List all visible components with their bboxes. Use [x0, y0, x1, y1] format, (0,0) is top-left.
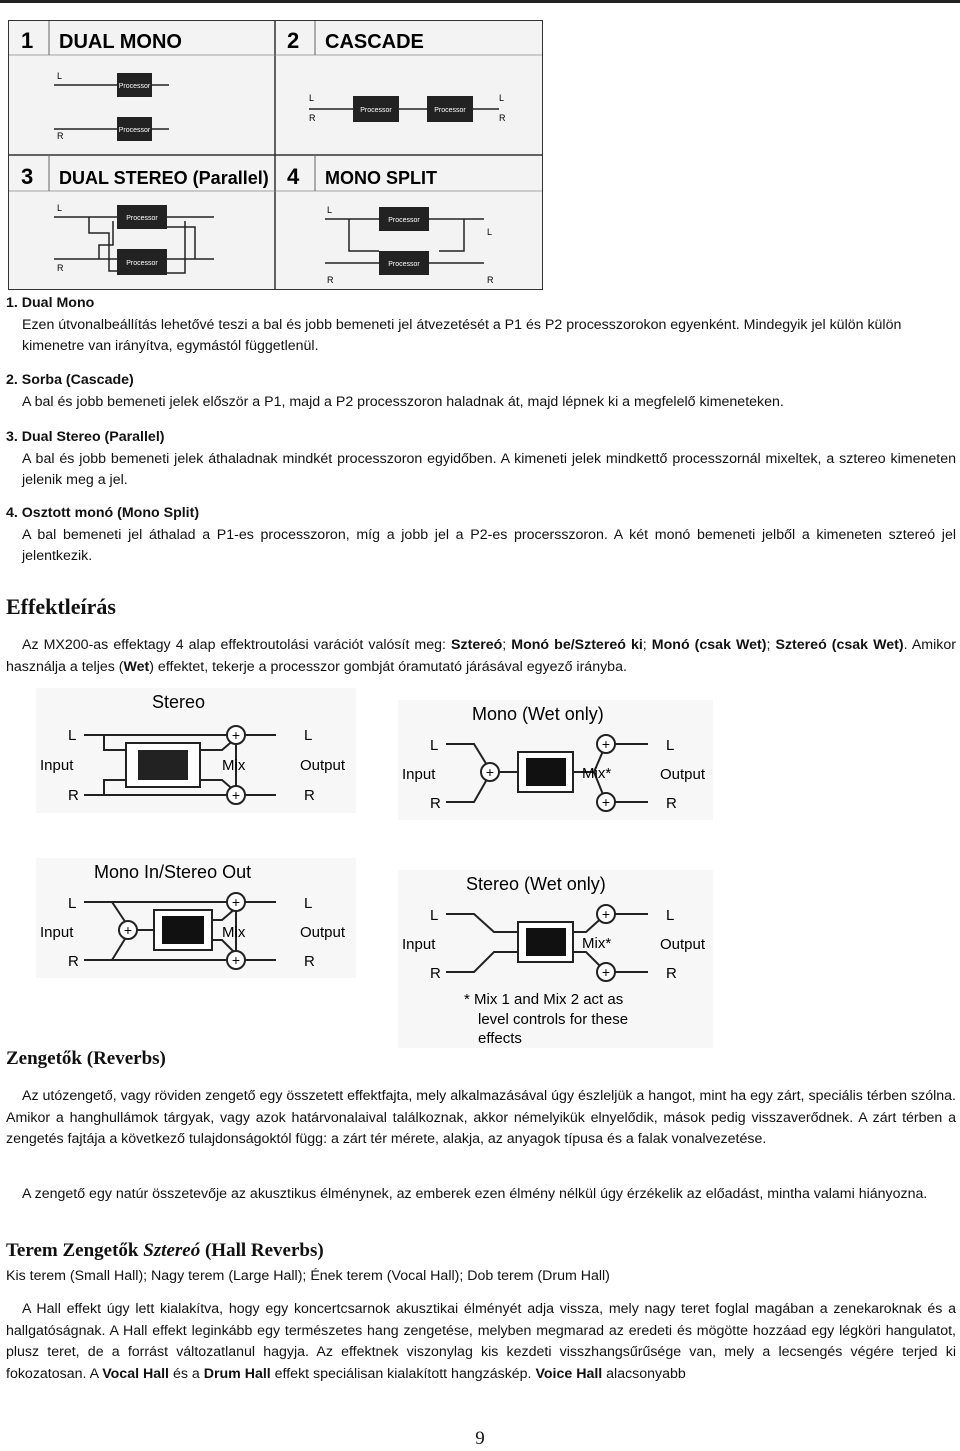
- input-label: Input: [402, 936, 436, 953]
- label-left: L: [666, 907, 675, 924]
- mono-wet-diagram: [398, 700, 713, 820]
- svg-text:+: +: [485, 764, 495, 780]
- routing-title-3: DUAL STEREO (Parallel): [59, 168, 269, 188]
- input-label: Input: [402, 766, 436, 783]
- label-right: R: [487, 275, 494, 285]
- processor-block: [526, 758, 566, 786]
- mode-text: A bal és jobb bemeneti jelek először a P1, majd a P2 processzoron haladnak át, majd lépnek ki a megfelelő kimeneteken.: [22, 393, 784, 410]
- label-left: L: [487, 227, 493, 237]
- label-left: L: [304, 895, 313, 912]
- processor-label: Processor: [126, 260, 158, 267]
- hall-heading: Terem Zengetők Sztereó (Hall Reverbs): [6, 1240, 324, 1261]
- label-right: R: [68, 787, 79, 804]
- routing-diagram: [9, 21, 542, 289]
- mode-text: A bal és jobb bemeneti jelek áthaladnak mindkét processzoron egyidőben. A kimeneti jelek mindkettő processzornál mixeltek, a sztereo kimeneten jelenik meg a jel.: [22, 450, 956, 488]
- label-right: R: [304, 787, 315, 804]
- reverbs-heading: Zengetők (Reverbs): [6, 1048, 166, 1069]
- label-right: R: [304, 953, 315, 970]
- label-right: R: [327, 275, 334, 285]
- mode-text: Ezen útvonalbeállítás lehetővé teszi a bal és jobb bemeneti jel átvezetését a P1 és P2 processzorokon egyenként. Mindegyik jel külön külön kimenetre van irányítva, egymástól függetlenül.: [22, 316, 902, 354]
- stereo-diagram: [36, 688, 356, 813]
- processor-label: Processor: [360, 107, 392, 114]
- mix-label: Mix: [222, 757, 246, 774]
- processor-block: [526, 928, 566, 956]
- hall-paragraph: A Hall effekt úgy lett kialakítva, hogy egy koncertcsarnok akusztikai élményét adja vissza, mely nagy teret foglal magában a zenekaroknak és a hallgatóságnak. A Hall effekt leginkább egy természetes hang zengetése, melyben megmarad az eredeti és mögötte hozzáad egy légköri hangulatot, plusz teret, de a forrást változatlanul hagyja. Az effektnek viszonylag kis kezdeti visszhangsűrűsége van, mely a lecsengés végére terjed ki fokozatosan. A Vocal Hall és a Drum Hall effekt speciálisan kialakított hangzáskép. Voice Hall alacsonyabb: [6, 1301, 956, 1382]
- processor-label: Processor: [118, 127, 151, 134]
- mode-text: A bal bemeneti jel áthalad a P1-es processzoron, míg a jobb jel a P2-es procersszoron. A két monó bemeneti jelből a kimeneten sztereó jel jelentkezik.: [22, 526, 956, 564]
- svg-text:+: +: [231, 727, 241, 743]
- hall-types-list: Kis terem (Small Hall); Nagy terem (Large Hall); Ének terem (Vocal Hall); Dob terem (Drum Hall): [6, 1268, 610, 1284]
- svg-text:+: +: [231, 952, 241, 968]
- routing-title-4: MONO SPLIT: [325, 168, 437, 188]
- diagram-title: Stereo: [152, 692, 206, 712]
- footnote-line: effects: [478, 1030, 522, 1047]
- svg-text:+: +: [601, 736, 611, 752]
- processor-block: [162, 916, 204, 944]
- label-right: R: [57, 263, 64, 273]
- label-right: R: [499, 113, 506, 123]
- processor-block: [138, 750, 188, 780]
- label-left: L: [430, 907, 439, 924]
- diagram-title: Mono In/Stereo Out: [94, 862, 252, 882]
- svg-text:+: +: [123, 922, 133, 938]
- routing-num-1: 1: [21, 28, 34, 53]
- wet-label: Wet: [123, 658, 150, 675]
- processor-label: Processor: [126, 215, 158, 222]
- effects-intro: Az MX200-as effektagy 4 alap effektroutolási varációt valósít meg: Sztereó; Monó be/Sztereó ki; Monó (csak Wet); Sztereó (csak Wet). Amikor használja a teljes (Wet) effektet, tekerje a processzor gombját óramutató járásával egyező irányba.: [6, 637, 956, 675]
- label-left: L: [499, 93, 505, 103]
- processor-label: Processor: [388, 217, 420, 224]
- mono-in-stereo-out-diagram: [36, 858, 356, 978]
- mode-3: [6, 427, 956, 492]
- vocal-hall-label: Vocal Hall: [102, 1365, 169, 1382]
- routing-title-1: DUAL MONO: [59, 31, 182, 53]
- diagram-title: Mono (Wet only): [472, 704, 604, 724]
- routing-num-2: 2: [287, 28, 300, 53]
- diagram-title: Stereo (Wet only): [466, 874, 606, 894]
- label-left: L: [327, 205, 333, 215]
- drum-hall-label: Drum Hall: [203, 1365, 271, 1382]
- mode-title: 1. Dual Mono: [6, 295, 95, 311]
- label-left: L: [68, 895, 77, 912]
- mode-2: [6, 370, 956, 413]
- svg-text:+: +: [601, 906, 611, 922]
- label-left: L: [57, 71, 63, 81]
- mix-label: Mix: [222, 924, 246, 941]
- label-right: R: [57, 131, 64, 141]
- stereo-wet-diagram: [398, 870, 713, 1048]
- routing-num-3: 3: [21, 164, 34, 189]
- routing-option: Sztereó: [451, 637, 503, 653]
- label-right: R: [309, 113, 316, 123]
- effects-heading: Effektleírás: [6, 594, 116, 619]
- label-right: R: [430, 965, 441, 982]
- input-label: Input: [40, 757, 74, 774]
- label-right: R: [430, 795, 441, 812]
- svg-text:+: +: [601, 794, 611, 810]
- label-left: L: [430, 737, 439, 754]
- output-label: Output: [660, 936, 706, 953]
- footnote-line: * Mix 1 and Mix 2 act as: [464, 991, 624, 1008]
- mode-title: 3. Dual Stereo (Parallel): [6, 429, 165, 445]
- svg-text:+: +: [601, 964, 611, 980]
- output-label: Output: [660, 766, 706, 783]
- label-left: L: [57, 203, 63, 213]
- processor-label: Processor: [118, 83, 151, 90]
- routing-title-2: CASCADE: [325, 31, 424, 53]
- routing-option: Monó be/Sztereó ki: [511, 637, 643, 653]
- processor-label: Processor: [434, 107, 466, 114]
- routing-option: Monó (csak Wet): [651, 637, 767, 653]
- mix-label: Mix*: [582, 935, 612, 952]
- mode-4: [6, 503, 956, 568]
- output-label: Output: [300, 924, 346, 941]
- footnote-line: level controls for these: [478, 1011, 629, 1028]
- label-left: L: [309, 93, 315, 103]
- label-left: L: [68, 727, 77, 744]
- output-label: Output: [300, 757, 346, 774]
- input-label: Input: [40, 924, 74, 941]
- label-left: L: [666, 737, 675, 754]
- top-rule: [0, 0, 960, 3]
- label-left: L: [304, 727, 313, 744]
- reverbs-paragraph-2: A zengető egy natúr összetevője az akusztikus élménynek, az emberek ezen élmény nélkül úgy érzékelik az előadást, mintha valami hiányozna.: [22, 1186, 928, 1202]
- routing-figure: [8, 20, 543, 290]
- reverbs-paragraph-1: Az utózengető, vagy röviden zengető egy összetett effektfajta, mely alkalmazásával úgy észleljük a hangot, mint ha egy zárt, speciális térben szólna. Amikor a hanghullámok tárgyak, vagy azok határvonalaival találkoznak, akkor némelyikük elnyelődik, mások pedig visszaverődnek. A zárt térben a zengetés fajtája a következő tulajdonságoktól függ: a zárt tér mérete, alakja, az anyagok típusa és a falak vonalvezetése.: [6, 1088, 956, 1147]
- label-right: R: [666, 795, 677, 812]
- routing-num-4: 4: [287, 164, 300, 189]
- voice-hall-label: Voice Hall: [535, 1365, 603, 1382]
- svg-text:+: +: [231, 894, 241, 910]
- routing-option: Sztereó (csak Wet): [775, 637, 904, 653]
- mode-1: [6, 293, 956, 358]
- mode-title: 2. Sorba (Cascade): [6, 372, 134, 388]
- svg-text:+: +: [231, 787, 241, 803]
- page-number: 9: [475, 1428, 485, 1449]
- label-right: R: [666, 965, 677, 982]
- mode-title: 4. Osztott monó (Mono Split): [6, 505, 200, 521]
- processor-label: Processor: [388, 261, 420, 268]
- mix-label: Mix*: [582, 765, 612, 782]
- label-right: R: [68, 953, 79, 970]
